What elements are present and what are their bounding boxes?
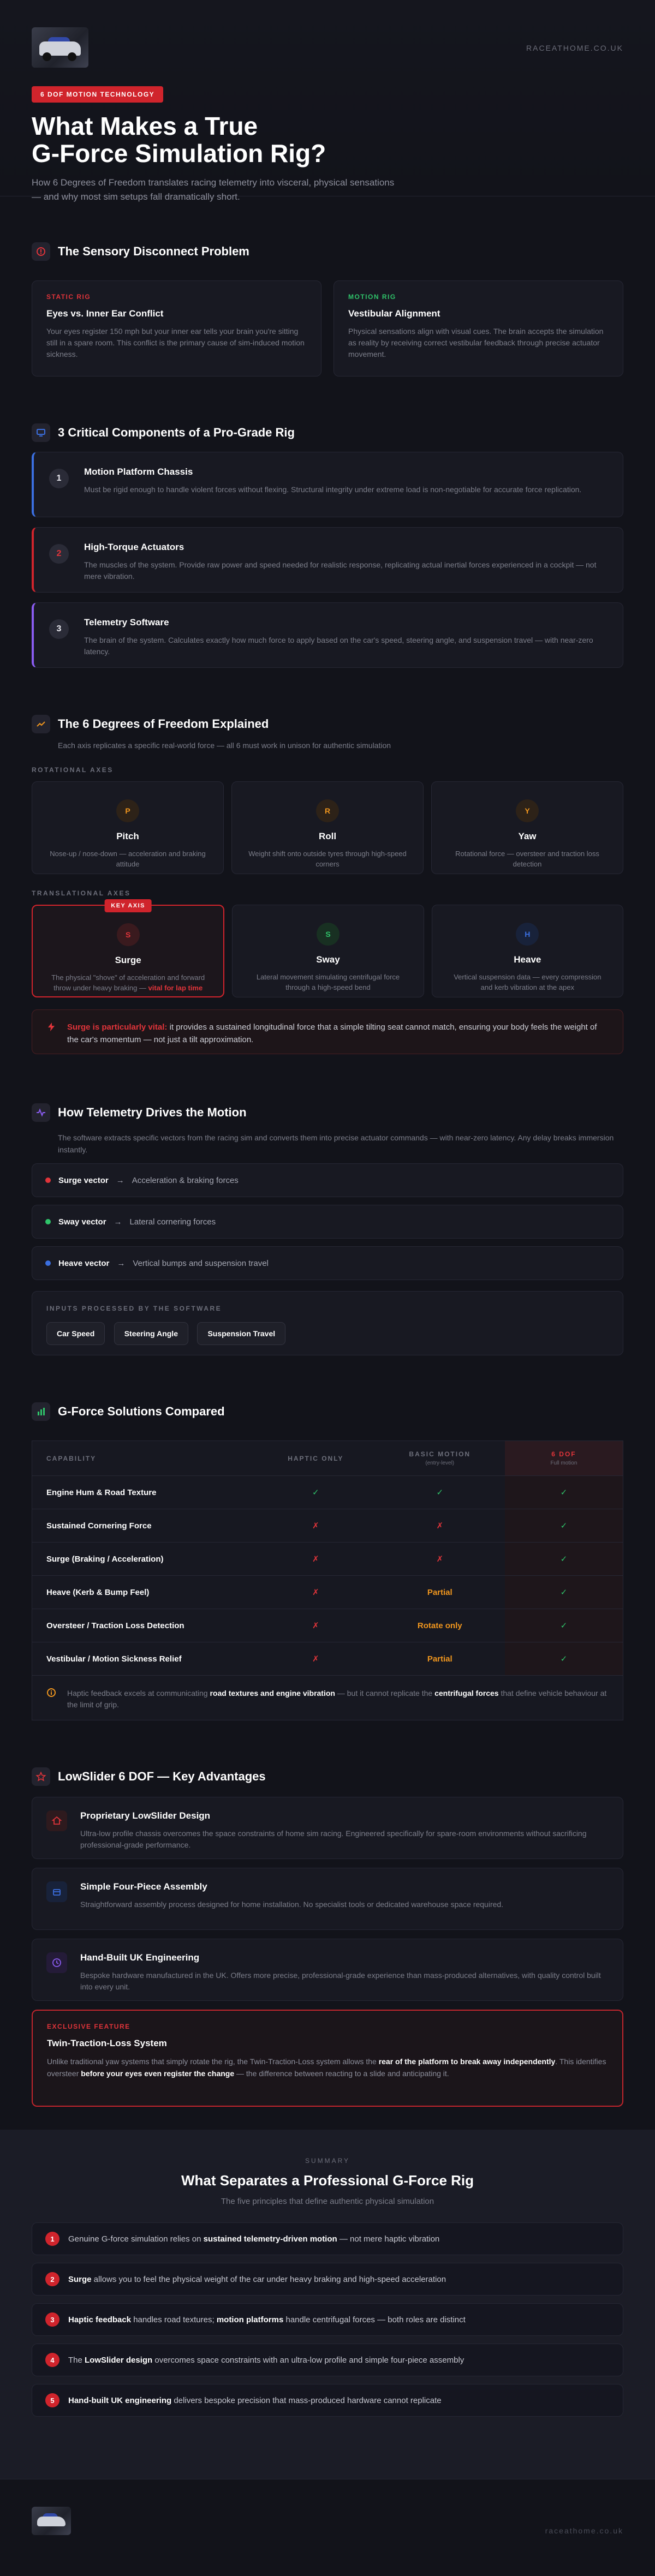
advantage-text: Straightforward assembly process designed for home installation. No specialist tools or dedicated warehouse space required. [80, 1900, 504, 1909]
hero-subtitle: How 6 Degrees of Freedom translates racing telemetry into visceral, physical sensations — and why most sim setups fall dramatically short. [32, 177, 395, 202]
components-section [0, 423, 655, 668]
axis-letter: R [316, 799, 339, 822]
inputs-box [32, 1291, 623, 1355]
axis-letter: Y [516, 799, 539, 822]
advantage-title: Hand-Built UK Engineering [80, 1952, 200, 1963]
section-title: G-Force Solutions Compared [58, 1404, 225, 1418]
exclusive-title: Twin-Traction-Loss System [47, 2038, 167, 2048]
dof-card-yaw [431, 781, 623, 874]
component-card [32, 452, 623, 517]
column-header: BASIC MOTION (entry-level) [409, 1450, 471, 1466]
component-title: Telemetry Software [84, 617, 169, 627]
comparison-table [32, 1441, 623, 1676]
trend-icon [32, 715, 50, 733]
axis-text: Weight shift onto outside tyres through high-speed corners [248, 850, 407, 868]
exclusive-tag: EXCLUSIVE FEATURE [47, 2023, 130, 2030]
summary-item: 5 Hand-built UK engineering delivers bespoke precision that mass-produced hardware cannot replicate [32, 2384, 623, 2417]
clock-icon [46, 1952, 67, 1973]
surge-callout: Surge is particularly vital: it provides a sustained longitudinal force that a simple tilting seat cannot match, ensuring your body feels the weight of the car's momentum — not just a tilt approximation. [32, 1009, 623, 1054]
motion-rig-card [334, 280, 623, 376]
inputs-label: INPUTS PROCESSED BY THE SOFTWARE [46, 1305, 222, 1312]
axis-group-label: TRANSLATIONAL AXES [32, 889, 131, 897]
telemetry-vector-row: Heave vector → Vertical bumps and suspension travel [32, 1246, 623, 1280]
section-title: The 6 Degrees of Freedom Explained [58, 717, 269, 731]
card-title: Vestibular Alignment [348, 308, 440, 319]
column-header: CAPABILITY [46, 1454, 97, 1462]
table-row: Engine Hum & Road Texture ✓ ✓ ✓ [32, 1476, 623, 1509]
axis-text: Vertical suspension data — every compression and kerb vibration at the apex [454, 973, 602, 991]
summary-title: What Separates a Professional G-Force Rig [181, 2172, 474, 2189]
bar-chart-icon [32, 1402, 50, 1421]
card-title: Eyes vs. Inner Ear Conflict [46, 308, 164, 319]
page-title: What Makes a True G-Force Simulation Rig? [32, 112, 326, 168]
hero-badge: 6 DOF MOTION TECHNOLOGY [32, 86, 163, 103]
component-number: 1 [49, 469, 69, 488]
star-icon [32, 1767, 50, 1786]
section-title: The Sensory Disconnect Problem [58, 244, 249, 258]
section-subtitle: Each axis replicates a specific real-world force — all 6 must work in unison for authentic simulation [58, 741, 391, 750]
telemetry-vector-row: Sway vector → Lateral cornering forces [32, 1205, 623, 1239]
table-row: Sustained Cornering Force ✗ ✗ ✓ [32, 1509, 623, 1543]
advantage-card [32, 1939, 623, 2001]
footer-logo[interactable] [32, 2507, 71, 2535]
axis-name: Pitch [116, 831, 139, 841]
summary-item: 3 Haptic feedback handles road textures; motion platforms handle centrifugal forces — both roles are distinct [32, 2303, 623, 2336]
input-pill: Steering Angle [114, 1322, 188, 1345]
axis-letter: P [116, 799, 139, 822]
dof-card-pitch [32, 781, 224, 874]
advantage-text: Bespoke hardware manufactured in the UK. Offers more precise, professional-grade experience than mass-produced alternatives, with quality control built into every unit. [80, 1971, 601, 1991]
section-intro: The software extracts specific vectors from the racing sim and converts them into precise actuator commands — with near-zero latency. Any delay breaks immersion instantly. [58, 1133, 614, 1154]
axis-name: Yaw [518, 831, 537, 841]
card-text: Your eyes register 150 mph but your inner ear tells your brain you're sitting still in a spare room. This conflict is the primary cause of sim-induced motion sickness. [46, 327, 305, 358]
pulse-icon [32, 1103, 50, 1122]
component-title: High-Torque Actuators [84, 542, 184, 552]
axis-group-label: ROTATIONAL AXES [32, 766, 114, 774]
lightning-icon [46, 1022, 56, 1036]
component-text: The brain of the system. Calculates exactly how much force to apply based on the car's speed, steering angle, and suspension travel — with near-zero latency. [84, 636, 593, 656]
box-icon [46, 1881, 67, 1902]
table-row: Surge (Braking / Acceleration) ✗ ✗ ✓ [32, 1543, 623, 1576]
section-title: 3 Critical Components of a Pro-Grade Rig [58, 426, 295, 439]
advantage-title: Simple Four-Piece Assembly [80, 1881, 207, 1892]
site-link[interactable]: RACEATHOME.CO.UK [526, 44, 623, 52]
axis-letter: S [117, 923, 140, 946]
column-header: 6 DOF Full motion [505, 1441, 623, 1476]
telemetry-section [0, 1103, 655, 1355]
comparison-note: Haptic feedback excels at communicating road textures and engine vibration — but it cannot replicate the centrifugal forces that define vehicle behaviour at the limit of grip. [32, 1676, 623, 1720]
card-tag: MOTION RIG [348, 293, 396, 301]
hero [0, 0, 655, 202]
component-text: The muscles of the system. Provide raw power and speed needed for realistic response, replicating actual inertial forces experienced in a cockpit — not mere vibration. [84, 560, 597, 581]
axis-name: Roll [318, 831, 337, 841]
home-icon [46, 1810, 67, 1831]
problem-section [0, 242, 655, 376]
axis-letter: H [516, 923, 539, 946]
axis-letter: S [317, 923, 340, 946]
static-rig-card [32, 280, 321, 376]
dof-card-surge [32, 905, 224, 997]
input-pill: Suspension Travel [197, 1322, 285, 1345]
component-number: 2 [49, 544, 69, 564]
summary-item: 2 Surge allows you to feel the physical weight of the car under heavy braking and high-speed acceleration [32, 2263, 623, 2296]
advantage-text: Ultra-low profile chassis overcomes the space constraints of home sim racing. Engineered specifically for spare-room environments without sacrificing professional-grade performance. [80, 1829, 587, 1849]
table-row: Vestibular / Motion Sickness Relief ✗ Partial ✓ [32, 1642, 623, 1676]
axis-name: Heave [514, 954, 541, 965]
axis-text: The physical "shove" of acceleration and forward throw under heavy braking — vital for lap time [51, 973, 205, 992]
section-title: How Telemetry Drives the Motion [58, 1105, 247, 1119]
advantage-card [32, 1868, 623, 1930]
column-header: HAPTIC ONLY [288, 1454, 344, 1462]
warning-icon [32, 242, 50, 261]
footer-site-link[interactable]: raceathome.co.uk [545, 2526, 623, 2535]
card-tag: STATIC RIG [46, 293, 91, 301]
info-icon [46, 1688, 56, 1701]
footer [0, 2479, 655, 2576]
site-logo[interactable] [32, 27, 88, 68]
dof-card-sway [232, 905, 424, 997]
telemetry-vector-row: Surge vector → Acceleration & braking forces [32, 1163, 623, 1197]
axis-name: Sway [316, 954, 340, 965]
summary-subtitle: The five principles that define authentic physical simulation [221, 2197, 434, 2206]
dof-card-heave [432, 905, 623, 997]
dof-card-roll [231, 781, 424, 874]
component-card [32, 527, 623, 593]
advantage-title: Proprietary LowSlider Design [80, 1810, 211, 1821]
axis-text: Lateral movement simulating centrifugal force through a high-speed bend [256, 973, 400, 991]
exclusive-feature-card [32, 2010, 623, 2107]
input-pill: Car Speed [46, 1322, 105, 1345]
dof-section [0, 715, 655, 1054]
summary-section [0, 2130, 655, 2479]
card-text: Physical sensations align with visual cues. The brain accepts the simulation as reality by receiving correct vestibular feedback through precise actuator movement. [348, 327, 604, 358]
advantage-card [32, 1797, 623, 1859]
component-card [32, 602, 623, 668]
summary-eyebrow: SUMMARY [305, 2157, 350, 2165]
compare-section [0, 1402, 655, 1720]
component-number: 3 [49, 619, 69, 639]
axis-text: Nose-up / nose-down — acceleration and braking attitude [50, 850, 206, 868]
component-title: Motion Platform Chassis [84, 467, 193, 477]
axis-name: Surge [115, 955, 141, 965]
component-text: Must be rigid enough to handle violent forces without flexing. Structural integrity under extreme load is non-negotiable for accurate force replication. [84, 485, 582, 494]
key-axis-badge: KEY AXIS [104, 899, 152, 912]
monitor-icon [32, 423, 50, 442]
summary-item: 1 Genuine G-force simulation relies on sustained telemetry-driven motion — not mere haptic vibration [32, 2222, 623, 2255]
exclusive-text: Unlike traditional yaw systems that simply rotate the rig, the Twin-Traction-Loss system allows the rear of the platform to break away independently. This identifies oversteer before your eyes even register the change — the difference between reacting to a slide and anticipating it. [47, 2057, 606, 2078]
table-row: Heave (Kerb & Bump Feel) ✗ Partial ✓ [32, 1576, 623, 1609]
section-title: LowSlider 6 DOF — Key Advantages [58, 1770, 266, 1783]
summary-item: 4 The LowSlider design overcomes space constraints with an ultra-low profile and simple four-piece assembly [32, 2344, 623, 2376]
advantages-section [0, 1767, 655, 2107]
table-row: Oversteer / Traction Loss Detection ✗ Rotate only ✓ [32, 1609, 623, 1642]
axis-text: Rotational force — oversteer and traction loss detection [455, 850, 599, 868]
